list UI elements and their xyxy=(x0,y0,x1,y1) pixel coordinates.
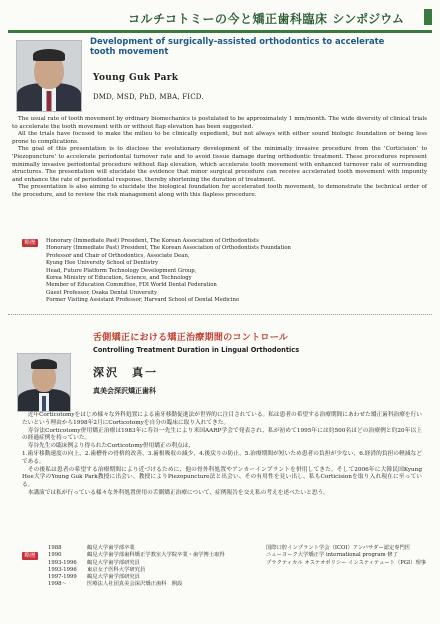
bio-year: 1990 xyxy=(48,552,62,559)
speaker2-affiliation: 真美会深沢矯正歯科 xyxy=(93,386,156,395)
speaker2-bio-orgs xyxy=(266,545,426,567)
bio-org: プラクティカル オステオポリシー インスティテュート（PGI）理事 xyxy=(266,559,427,566)
abstract-paragraph: 本講演では私が行っている様々な外科処置併用の舌側矯正治療について、症例報告を交え私の考えを述べたいと思う。 xyxy=(22,489,329,496)
speaker2-bio-years xyxy=(48,545,84,589)
speaker1-talk-title: Development of surgically-assisted orthodontics to accelerate tooth movement xyxy=(90,36,385,56)
bio-line: Korea Ministry of Education, Science, and Technology xyxy=(46,275,192,282)
abstract-paragraph: All the trials have focused to make the milieu to be clinically expedient, but not always with either sound biologic foundation or being less prone to complications. xyxy=(12,131,427,145)
abstract-paragraph: The usual rate of tooth movement by ordinary biomechanics is postulated to be approximately 1 mm/month. The wide diversity of clinical trials to accelerate the tooth movement with or without flap elevation has been suggested. xyxy=(12,116,427,130)
speaker1-abstract xyxy=(12,116,427,200)
speaker1-name: Young Guk Park xyxy=(93,73,179,83)
bio-year: 1988 xyxy=(48,545,62,551)
bio-line: Member of Education Committee, FDI World Dental Federation xyxy=(46,282,217,289)
section-divider xyxy=(8,314,432,315)
speaker2-name: 深沢 真一 xyxy=(93,366,158,379)
bio-year: 1993-1996 xyxy=(48,559,77,566)
bio-org: ニューヨーク大学矯正学 international program 修了 xyxy=(266,552,398,559)
bio-event: 鶴見大学歯学部研究員 xyxy=(87,574,140,581)
speaker1-photo xyxy=(16,40,82,112)
abstract-paragraph: 寿谷先生の臨床例より得られたCorticotomy併用矯正の利点は、 xyxy=(22,443,195,450)
bio-year: 1993-1996 xyxy=(48,566,77,573)
bio-event: 東京女子医科大学研究員 xyxy=(87,566,146,573)
header-accent-bar xyxy=(424,9,432,25)
bio-org: 国際口腔インプラント学会（ICOI）アンバサダー認定専門医 xyxy=(266,545,411,551)
abstract-paragraph: The goal of this presentation is to disclose the evolutionary development of the minimally invasive procedure from the 'Corticision' to 'Piezopuncture' to accelerate periodontal turnover rate and to avoid tissue damage during orthodontic treatment. These procedures represent minimally invasive periodontal procedure without flap elevation, which accelerate tooth movement with enhanced turnover rate of surrounding structures. The presentation will elucidate the evidence that minor surgical procedure can receive accelerated tooth movement with impunity and enhance the rate of periodontal response, thereby shortening the duration of treatment. xyxy=(12,146,427,183)
speaker1-degrees: DMD, MSD, PhD, MBA, FICD. xyxy=(93,93,204,101)
bio-line: Head, Future Platform Technology Development Group, xyxy=(46,267,197,274)
speaker2-abstract xyxy=(22,412,422,498)
bio-event: 医療法人社団真美会深沢矯正歯科 開設 xyxy=(87,581,183,588)
bio-line: Professor and Chair of Orthodontics, Associate Dean, xyxy=(46,252,190,259)
abstract-paragraph: 寿谷法Corticotomy併用矯正治療は1983年に寿谷一先生により米国AARP学会で発表され、私が初めて1995年には約500名ほどの治療例と約20年以上の経過症例を持っていた。 xyxy=(22,427,422,442)
speaker1-bio xyxy=(46,238,376,305)
bio-year: 1998〜 xyxy=(48,581,67,588)
page-header xyxy=(8,8,432,33)
header-section-tag: シンポジウム xyxy=(332,12,404,26)
abstract-paragraph: 近年Corticotomyをはじめ様々な外科処置による歯牙移動促進法が世界的に注目されている。私は患者の希望する治療期間にあわせた矯正歯科治療を行いたいという理由から1998年2月にCorticotomyを自分の臨床に取り入れてきた。 xyxy=(22,412,422,426)
bio-line: Honorary (Immediate Past) President, The Korean Association of Orthodontists xyxy=(46,238,259,244)
bio-line: Guest Professor, Osaka Dental University xyxy=(46,289,158,296)
speaker2-talk-title: 舌側矯正における矯正治療期間のコントロール xyxy=(93,333,289,343)
abstract-paragraph: その後私は患者の希望する治療期間により近づけるために、他の骨外科処置やアンカーインプラントを併用してきた。そして2006年に大韓民国Kyung Hee大学のYoung Guk Park教授に出会い、教授によりPiezopuncture法と出会い、その有用性を見い出し、私もCorticisionを取り入れ現在に至っている。 xyxy=(22,466,422,489)
bio-event: 鶴見大学歯学部研究員 xyxy=(87,559,140,566)
abstract-paragraph: The presentation is also aiming to elucidate the biological foundation for accelerated tooth movement, to demonstrate the technical order of the procedure, and to review the risk management along with this flapless procedure. xyxy=(12,184,427,198)
bio-line: Honorary (Immediate Past) President, The Korean Association of Orthodontists Foundation xyxy=(46,245,291,252)
bio-event: 鶴見大学歯学部歯科矯正学教室大学院卒業・歯学博士取得 xyxy=(87,552,225,559)
speaker1-bio-label: 略歴 xyxy=(22,239,38,247)
bio-year: 1997-1999 xyxy=(48,574,77,581)
speaker2-photo xyxy=(17,353,71,412)
speaker2-talk-subtitle: Controlling Treatment Duration in Lingual Orthodontics xyxy=(93,346,300,354)
abstract-paragraph: 1.歯牙移動速度の向上、2.歯槽骨の骨格的改善、3.歯根吸収の減少、4.後戻りの防止、5.治療期間が短いため患者の負担が少ない、6.経済的負担の軽減などである。 xyxy=(22,450,422,465)
bio-line: Former Visiting Assistant Professor, Harvard School of Dental Medicine xyxy=(46,297,240,304)
speaker2-bio-events xyxy=(87,545,267,589)
bio-line: Kyung Hee University School of Dentistry xyxy=(46,260,159,267)
header-title: コルチコトミーの今と矯正歯科臨床 xyxy=(128,12,328,26)
speaker2-bio-label: 略歴 xyxy=(22,552,38,560)
bio-event: 鶴見大学歯学部卒業 xyxy=(87,545,135,551)
